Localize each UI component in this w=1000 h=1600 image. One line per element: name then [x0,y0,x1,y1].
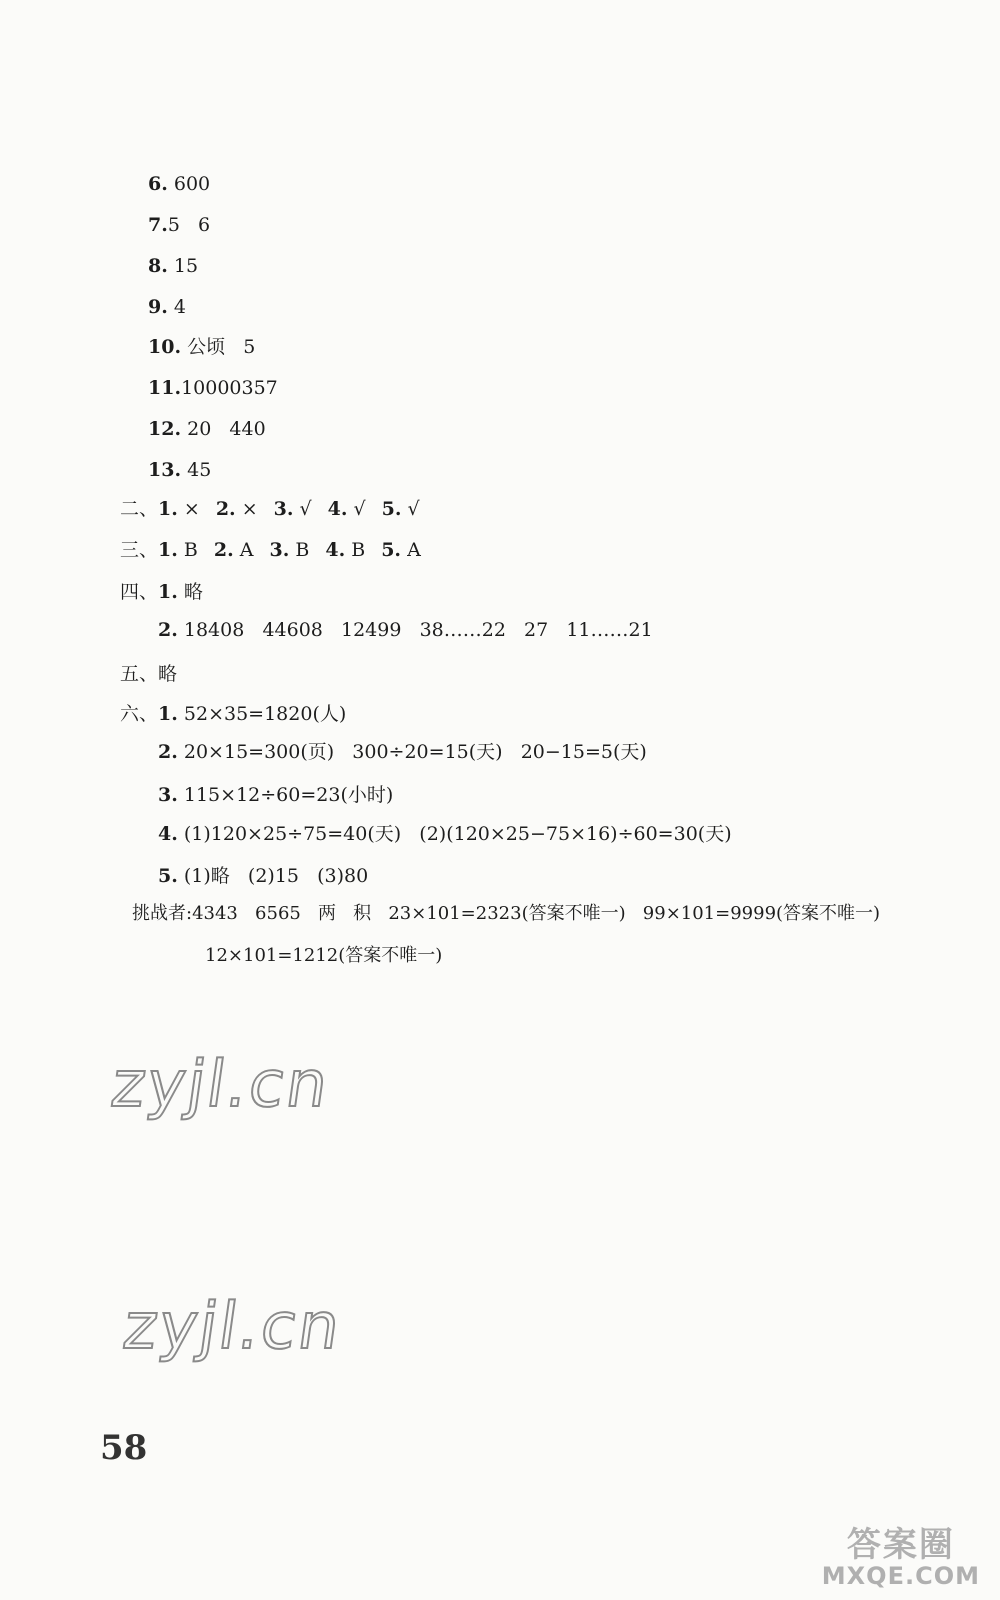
item-number: 1. [158,581,178,603]
answer-number: 7. [148,214,168,236]
answer-text: 20 440 [181,418,266,440]
item-number: 3. [269,539,290,561]
item-number: 2. [215,498,236,520]
answer-number: 6. [148,173,168,195]
answer-13 [148,458,211,482]
answer-number: 13. [148,459,182,481]
item-number: 3. [273,498,294,520]
item-value: (1)略 (2)15 (3)80 [177,865,369,887]
item-number: 1. [158,539,178,561]
item-value: × [177,498,200,520]
item-number: 1. [158,703,178,725]
section-6-line-2 [158,740,647,764]
section-6-line-5 [158,864,368,888]
answer-text: 15 [167,255,199,277]
answer-text: 45 [181,459,212,481]
answer-10 [148,335,255,359]
section-6-line-4 [158,822,732,846]
footer-watermark [822,1517,980,1590]
item-value: 20×15=300(页) 300÷20=15(天) 20−15=5(天) [177,741,647,763]
item-value: 略 [177,581,203,603]
item-number: 4. [327,498,348,520]
answer-7 [148,213,210,237]
section-prefix: 四、 [120,581,159,603]
item-value: √ [401,498,420,520]
item-number: 5. [158,865,178,887]
answer-number: 10. [148,336,182,358]
answer-text: 4 [167,296,186,318]
footer-watermark-line-2: MXQE.COM [821,1562,980,1590]
item-value: √ [293,498,312,520]
section-6-line-3 [158,783,393,807]
item-number: 4. [158,823,178,845]
item-value: (1)120×25÷75=40(天) (2)(120×25−75×16)÷60=30(天) [177,823,732,845]
answer-number: 8. [148,255,168,277]
section-prefix: 二、 [120,498,159,520]
footer-watermark-line-1: 答案圈 [846,1525,955,1565]
watermark-logo-1: zyjl.cn [106,1048,335,1122]
section-6-line-1 [120,702,346,726]
section-prefix: 三、 [120,539,159,561]
item-value: × [235,498,258,520]
answer-number: 12. [148,418,182,440]
answer-number: 11. [148,377,182,399]
item-value: 52×35=1820(人) [177,703,347,725]
item-value: B [177,539,198,561]
section-4-line-2 [158,618,653,642]
item-value: A [401,539,421,561]
item-value: B [289,539,310,561]
item-number: 2. [158,619,178,641]
answer-text: 600 [167,173,211,195]
answer-8 [148,254,198,278]
answer-11 [148,376,278,400]
answer-number: 9. [148,296,168,318]
challenger-line-1: 挑战者:4343 6565 两 积 23×101=2323(答案不唯一) 99×101=9999(答案不唯一) [132,903,881,924]
answer-12 [148,417,266,441]
challenger-line-2: 12×101=1212(答案不唯一) [205,945,443,966]
item-number: 3. [158,784,178,806]
item-number: 5. [381,498,402,520]
answer-text: 10000357 [181,377,278,399]
item-number: 1. [158,498,178,520]
section-prefix: 六、 [120,703,159,725]
answer-9 [148,295,186,319]
item-value: √ [347,498,366,520]
item-value: A [233,539,254,561]
answer-text: 公顷 5 [181,336,256,358]
item-value: B [345,539,366,561]
section-2-line [120,497,420,521]
answer-6 [148,172,210,196]
section-5-line: 五、略 [120,663,178,685]
item-number: 5. [381,539,402,561]
page-number: 58 [100,1428,148,1468]
watermark-logo-2: zyjl.cn [118,1290,347,1364]
item-number: 2. [213,539,234,561]
section-4-line-1 [120,580,203,604]
section-3-line [120,538,421,562]
item-number: 2. [158,741,178,763]
item-value: 18408 44608 12499 38……22 27 11……21 [177,619,653,641]
item-value: 115×12÷60=23(小时) [177,784,394,806]
answer-text: 5 6 [167,214,211,236]
item-number: 4. [325,539,346,561]
